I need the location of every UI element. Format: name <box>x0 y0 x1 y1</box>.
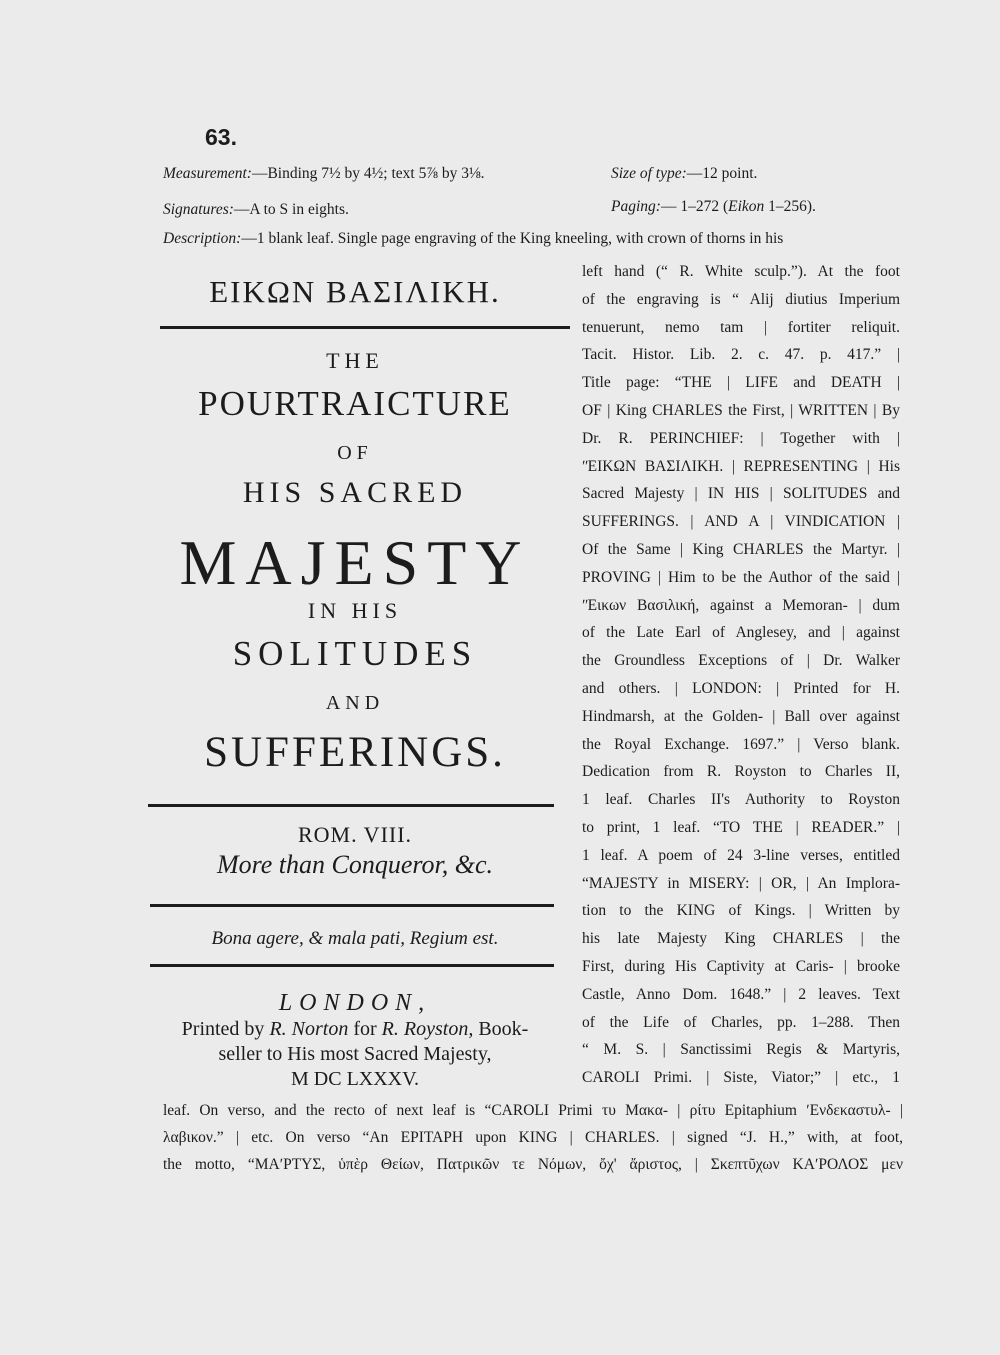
description-line: Title page: “THE | LIFE and DEATH | <box>582 374 900 392</box>
description-line: and others. | LONDON: | Printed for H. <box>582 679 900 697</box>
type-size-line <box>611 165 757 183</box>
description-line: “MAJESTY in MISERY: | OR, | An Implora- <box>582 874 900 892</box>
description-line: 1 leaf. Charles II's Authority to Royston <box>582 791 900 809</box>
paging-label: Paging: <box>611 198 661 215</box>
description-line: of the Life of Charles, pp. 1–288. Then <box>582 1013 900 1031</box>
description-line: left hand (“ R. White sculp.”). At the foot <box>582 263 900 280</box>
book-word: Book- <box>478 1018 529 1040</box>
imprint-place: LONDON, <box>278 990 432 1016</box>
description-line: Sacred Majesty | IN HIS | SOLITUDES and <box>582 485 900 503</box>
bookseller-name: R. Royston, <box>381 1018 474 1040</box>
description-line: SUFFERINGS. | AND A | VINDICATION | <box>582 513 900 531</box>
imprint-line: seller to His most Sacred Majesty, <box>218 1043 492 1065</box>
description-first-line <box>163 230 898 248</box>
description-line: of the Late Earl of Anglesey, and | against <box>582 624 900 642</box>
description-line: ʺΕικων Βασιλική, against a Memoran- | dum <box>582 596 900 614</box>
title-pourtraicture: POURTRAICTURE <box>198 384 512 423</box>
for-word: for <box>353 1018 377 1040</box>
description-continuation <box>163 1097 903 1178</box>
paging-eikon: Eikon <box>728 198 765 215</box>
imprint <box>140 1017 570 1092</box>
description-line: OF | King CHARLES the First, | WRITTEN | By <box>582 401 900 419</box>
title-sufferings: SUFFERINGS. <box>204 729 506 776</box>
title-solitudes: SOLITUDES <box>232 634 478 673</box>
description-line: to print, 1 leaf. “TO THE | READER.” | <box>582 818 900 836</box>
description-line: “ M. S. | Sanctissimi Regis & Martyris, <box>582 1041 900 1059</box>
title-rule <box>150 964 554 967</box>
printer-name: R. Norton <box>269 1018 349 1040</box>
description-line: his late Majesty King CHARLES | the <box>582 930 900 948</box>
imprint-year: M DC LXXXV. <box>291 1068 419 1090</box>
description-opening: —1 blank leaf. Single page engraving of the King kneeling, with crown of thorns in his <box>241 230 784 247</box>
paging-line <box>611 198 816 216</box>
description-line: Dr. R. PERINCHIEF: | Together with | <box>582 429 900 447</box>
entry-number: 63. <box>205 124 237 150</box>
title-in-his: IN HIS <box>307 598 403 623</box>
description-line: 1 leaf. A poem of 24 3-line verses, entitled <box>582 846 900 864</box>
title-and: AND <box>325 692 385 714</box>
description-line: Dedication from R. Royston to Charles II, <box>582 763 900 781</box>
description-line: Tacit. Histor. Lib. 2. c. 47. p. 417.” | <box>582 346 900 364</box>
title-rule <box>160 326 570 329</box>
signatures-value: —A to S in eights. <box>233 201 349 218</box>
description-line: ʺΕΙΚΩΝ ΒΑΣΙΛΙΚΗ. | REPRESENTING | His <box>582 457 900 475</box>
description-line: CAROLI Primi. | Siste, Viator;” | etc., 1 <box>582 1069 900 1087</box>
description-line: the Groundless Exceptions of | Dr. Walker <box>582 652 900 670</box>
title-his-sacred: HIS SACRED <box>242 476 468 509</box>
title-majesty: MAJESTY <box>179 527 531 598</box>
measurement-label: Measurement: <box>163 165 252 182</box>
title-rule <box>150 904 554 907</box>
printed-by: Printed by <box>181 1018 265 1040</box>
measurement-value: —Binding 7½ by 4½; text 5⅞ by 3⅛. <box>251 165 485 182</box>
description-line: the Royal Exchange. 1697.” | Verso blank. <box>582 735 900 753</box>
greek-title: ΕΙΚΩΝ ΒΑΣΙΛΙΚΗ. <box>209 274 501 309</box>
signatures-label: Signatures: <box>163 201 234 218</box>
description-line: First, during His Captivity at Caris- | brooke <box>582 957 900 975</box>
title-of: OF <box>337 442 373 464</box>
scripture-quote: More than Conqueror, &c. <box>216 850 494 879</box>
description-column <box>582 258 900 1092</box>
description-line: of the engraving is “ Alij diutius Imperium <box>582 290 900 308</box>
description-line: Hindmarsh, at the Golden- | Ball over against <box>582 707 900 725</box>
description-label: Description: <box>163 230 242 247</box>
title-the: THE <box>326 348 384 373</box>
description-line: tion to the KING of Kings. | Written by <box>582 902 900 920</box>
description-line: Castle, Anno Dom. 1648.” | 2 leaves. Text <box>582 985 900 1003</box>
description-line: Of the Same | King CHARLES the Martyr. | <box>582 540 900 558</box>
type-size-label: Size of type: <box>611 165 687 182</box>
title-rule <box>148 804 554 807</box>
description-line: the motto, “ΜΑʹΡΤΥΣ, ὑπὲρ Θείων, Πατρικῶν τε Νόμων, ὄχ' ἄριστος, | Σκεπτῦχων ΚΑʹΡΟΛΟΣ μεν <box>163 1156 903 1173</box>
type-size-value: —12 point. <box>686 165 758 182</box>
scripture-reference: ROM. VIII. <box>297 822 413 847</box>
paging-end: 1–256). <box>764 198 816 215</box>
measurement-line <box>163 165 484 183</box>
description-line: leaf. On verso, and the recto of next leaf is “CAROLI Primi τυ Μακα- | ρίτυ Epitaphium ʹΕνδεκαστυλ- | <box>163 1102 903 1119</box>
description-line: λαβικον.” | etc. On verso “An EPITAPH upon KING | CHARLES. | signed “J. H.,” with, at foot, <box>163 1129 903 1146</box>
latin-motto: Bona agere, & mala pati, Regium est. <box>211 928 499 949</box>
signatures-line <box>163 201 349 219</box>
imprint-line <box>140 1017 570 1042</box>
paging-value: — 1–272 ( <box>660 198 729 215</box>
description-line: tenuerunt, nemo tam | fortiter reliquit. <box>582 318 900 336</box>
description-line: PROVING | Him to be the Author of the said | <box>582 568 900 586</box>
